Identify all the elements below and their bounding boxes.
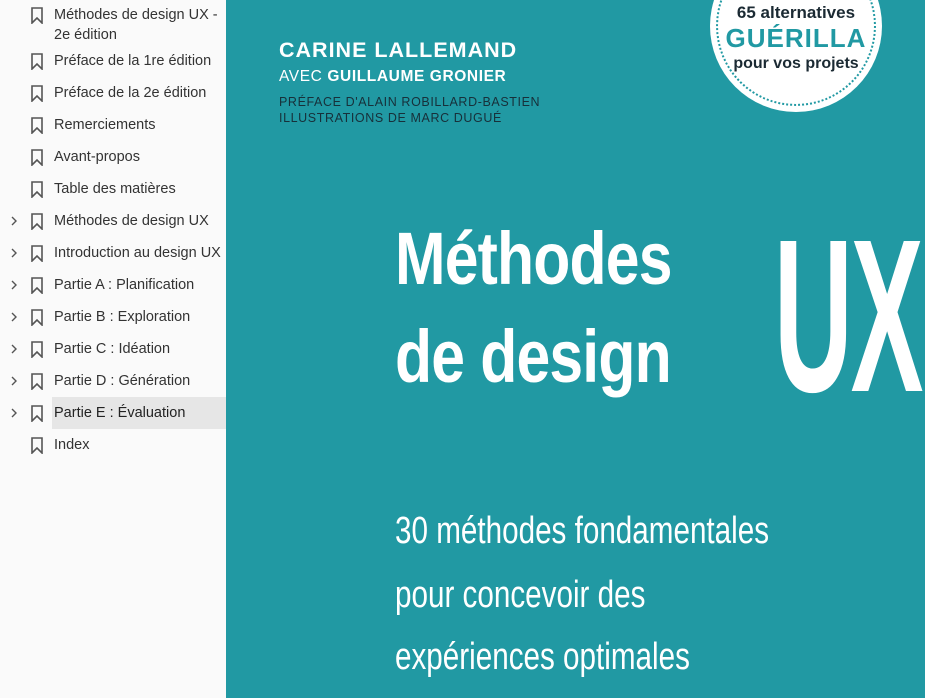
bookmark-item[interactable] (0, 147, 226, 167)
bookmark-label: Partie A : Planification (54, 277, 195, 293)
chevron-right-icon[interactable] (9, 312, 19, 322)
bookmark-icon (31, 149, 43, 166)
bookmark-item[interactable] (0, 243, 226, 263)
preface-credit: PRÉFACE D'ALAIN ROBILLARD-BASTIEN (279, 95, 541, 109)
bookmark-label: Introduction au design UX (54, 245, 221, 261)
title-line-2: de design (395, 315, 671, 398)
bookmark-label: Préface de la 2e édition (54, 85, 207, 101)
bookmark-item[interactable] (0, 83, 226, 103)
bookmark-label: Avant-propos (54, 149, 140, 165)
bookmark-item[interactable] (0, 211, 226, 231)
bookmark-label: Table des matières (54, 181, 176, 197)
bookmark-icon (31, 85, 43, 102)
bookmark-label: Remerciements (54, 117, 156, 133)
coauthor-name: GUILLAUME GRONIER (327, 68, 507, 85)
bookmark-icon (31, 437, 43, 454)
bookmark-label: Méthodes de design UX - 2e édition (54, 7, 218, 43)
illustrations-credit: ILLUSTRATIONS DE MARC DUGUÉ (279, 111, 502, 125)
subtitle-line-2: pour concevoir des (395, 574, 646, 616)
chevron-right-icon[interactable] (9, 408, 19, 418)
subtitle-line-3: expériences optimales (395, 636, 690, 678)
bookmark-label: Index (54, 437, 90, 453)
badge-line-3: pour vos projets (733, 55, 859, 72)
coauthor-prefix: AVEC (279, 68, 328, 85)
subtitle-line-1: 30 méthodes fondamentales (395, 510, 770, 552)
title-ux: UX (774, 195, 922, 438)
bookmark-item[interactable] (0, 115, 226, 135)
bookmark-icon (31, 117, 43, 134)
book-cover-page (226, 0, 925, 698)
bookmark-icon (31, 7, 43, 24)
bookmark-label: Partie E : Évaluation (54, 405, 186, 421)
bookmark-icon (31, 213, 43, 230)
title-line-1: Méthodes (395, 217, 672, 300)
bookmark-item[interactable] (0, 5, 226, 45)
chevron-right-icon[interactable] (9, 376, 19, 386)
bookmark-label: Partie D : Génération (54, 373, 191, 389)
bookmark-icon (31, 309, 43, 326)
chevron-right-icon[interactable] (9, 248, 19, 258)
bookmark-icon (31, 341, 43, 358)
bookmark-item[interactable] (0, 179, 226, 199)
bookmarks-panel (0, 0, 226, 698)
badge-line-1: 65 alternatives (736, 3, 856, 22)
chevron-right-icon[interactable] (9, 344, 19, 354)
bookmark-icon (31, 405, 43, 422)
bookmark-item[interactable] (0, 51, 226, 71)
guerilla-badge (710, 0, 882, 112)
bookmark-label: Partie C : Idéation (54, 341, 171, 357)
bookmark-item-selected[interactable] (0, 403, 226, 423)
author-name: CARINE LALLEMAND (279, 38, 518, 62)
bookmark-item[interactable] (0, 339, 226, 359)
bookmark-icon (31, 181, 43, 198)
bookmark-item[interactable] (0, 435, 226, 455)
coauthor-line (279, 68, 506, 86)
bookmark-label: Préface de la 1re édition (54, 53, 212, 69)
bookmark-item[interactable] (0, 371, 226, 391)
bookmark-item[interactable] (0, 275, 226, 295)
chevron-right-icon[interactable] (9, 280, 19, 290)
bookmark-icon (31, 245, 43, 262)
bookmark-label: Partie B : Exploration (54, 309, 191, 325)
badge-line-2: GUÉRILLA (725, 23, 867, 53)
bookmark-label: Méthodes de design UX (54, 213, 209, 229)
bookmark-icon (31, 373, 43, 390)
chevron-right-icon[interactable] (9, 216, 19, 226)
bookmark-icon (31, 53, 43, 70)
bookmark-icon (31, 277, 43, 294)
bookmark-item[interactable] (0, 307, 226, 327)
